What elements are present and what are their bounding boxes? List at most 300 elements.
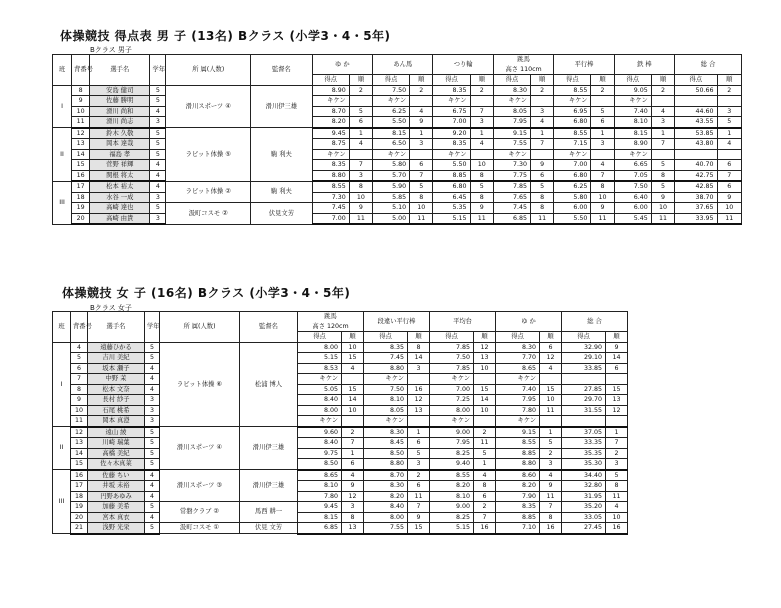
name-cell: 遠藤ひかる	[88, 342, 145, 353]
rank-cell: 14	[342, 395, 364, 406]
rank-cell: 3	[606, 459, 628, 470]
score-cell: 8.05	[493, 106, 530, 117]
rank-cell: 14	[474, 395, 496, 406]
bib-cell: 20	[72, 213, 90, 224]
score-cell: 6.95	[554, 106, 591, 117]
score-cell: 35.20	[562, 502, 606, 513]
score-cell: キケン	[298, 416, 342, 427]
score-cell: 5.80	[554, 192, 591, 203]
rank-cell: 4	[342, 363, 364, 374]
score-cell: 7.95	[430, 438, 474, 449]
bib-cell: 16	[71, 470, 88, 481]
score-cell: 7.50	[430, 353, 474, 364]
subheader-score: 得点	[614, 75, 651, 86]
header-total: 総 合	[562, 312, 628, 332]
girls-title: 体操競技 女 子 (16名) Bクラス (小学3・4・5年)	[62, 286, 351, 300]
rank-cell: 6	[349, 117, 372, 128]
subheader-rank: 順	[342, 332, 364, 343]
coach-cell: 滑川伊三雄	[240, 470, 298, 502]
score-cell	[562, 374, 606, 385]
score-cell: 8.55	[554, 128, 591, 139]
score-cell: キケン	[493, 96, 530, 107]
score-cell: 8.20	[430, 481, 474, 492]
score-cell: 8.40	[298, 438, 342, 449]
bib-cell: 12	[72, 128, 90, 139]
rank-cell: 8	[530, 192, 553, 203]
score-cell: 9.15	[493, 128, 530, 139]
rank-cell: 15	[474, 384, 496, 395]
rank-cell: 3	[540, 459, 562, 470]
score-cell: 8.35	[433, 85, 470, 96]
grade-cell: 4	[145, 491, 160, 502]
score-cell: キケン	[312, 96, 349, 107]
name-cell: 岡本 真澄	[88, 416, 145, 427]
rank-cell: 4	[540, 470, 562, 481]
girls-sublabel: Bクラス 女子	[90, 304, 132, 312]
rank-cell: 10	[591, 192, 614, 203]
rank-cell: 11	[540, 405, 562, 416]
score-cell: キケン	[298, 374, 342, 385]
bib-cell: 6	[71, 363, 88, 374]
table-row	[53, 405, 628, 416]
rank-cell: 8	[474, 481, 496, 492]
rank-cell: 4	[530, 117, 553, 128]
rank-cell: 7	[470, 106, 493, 117]
club-cell: 汲町コスモ ①	[160, 523, 240, 534]
rank-cell: 12	[606, 405, 628, 416]
grade-cell: 5	[145, 342, 160, 353]
score-cell: 35.30	[562, 459, 606, 470]
score-cell: 9.40	[430, 459, 474, 470]
rank-cell: 3	[470, 117, 493, 128]
rank-cell: 10	[474, 363, 496, 374]
bib-cell: 14	[71, 448, 88, 459]
score-cell: 8.85	[433, 170, 470, 181]
table-row	[53, 117, 742, 128]
score-cell: 7.90	[496, 491, 540, 502]
rank-cell: 7	[717, 170, 741, 181]
score-cell: 7.95	[493, 117, 530, 128]
header-coach: 監督名	[251, 55, 312, 86]
rank-cell: 5	[717, 117, 741, 128]
rank-cell: 3	[651, 117, 674, 128]
boys-title: 体操競技 得点表 男 子 (13名) Bクラス (小学3・4・5年)	[60, 29, 391, 43]
score-cell: 37.65	[675, 203, 717, 214]
rank-cell: 8	[470, 170, 493, 181]
score-cell: 35.35	[562, 448, 606, 459]
score-cell: 8.85	[496, 448, 540, 459]
score-cell: 8.55	[554, 85, 591, 96]
rank-cell: 5	[470, 181, 493, 192]
rank-cell: 10	[651, 203, 674, 214]
subheader-score: 得点	[373, 75, 410, 86]
score-cell: 7.85	[430, 363, 474, 374]
score-cell: 33.85	[562, 363, 606, 374]
rank-cell: 7	[540, 502, 562, 513]
score-cell: 27.85	[562, 384, 606, 395]
rank-cell: 11	[540, 491, 562, 502]
rank-cell: 1	[591, 128, 614, 139]
rank-cell	[342, 374, 364, 385]
score-cell: 6.80	[554, 117, 591, 128]
score-cell: 8.30	[496, 342, 540, 353]
coach-cell: 馬西 耕一	[240, 502, 298, 523]
grade-cell: 5	[145, 427, 160, 438]
grade-cell: 3	[150, 117, 166, 128]
score-cell: 8.40	[298, 395, 342, 406]
subheader-score: 得点	[430, 332, 474, 343]
table-row	[53, 374, 628, 385]
subheader-rank: 順	[470, 75, 493, 86]
score-cell: 8.05	[364, 405, 408, 416]
name-cell: 高橋 美紀	[88, 448, 145, 459]
subheader-score: 得点	[298, 332, 342, 343]
rank-cell: 7	[591, 170, 614, 181]
score-cell: 7.10	[496, 523, 540, 534]
grade-cell: 4	[145, 363, 160, 374]
rank-cell: 15	[342, 353, 364, 364]
subheader-score: 得点	[562, 332, 606, 343]
rank-cell	[474, 374, 496, 385]
rank-cell: 2	[342, 427, 364, 438]
rank-cell: 4	[591, 160, 614, 171]
header-hbar: 鉄 棒	[614, 55, 674, 75]
score-cell: 6.65	[614, 160, 651, 171]
subheader-rank: 順	[540, 332, 562, 343]
coach-cell: 滑川伊三雄	[240, 427, 298, 470]
vault-label: 跳馬	[324, 313, 337, 320]
rank-cell: 1	[349, 128, 372, 139]
bib-cell: 13	[72, 139, 90, 150]
table-row	[53, 491, 628, 502]
score-cell: 7.45	[493, 203, 530, 214]
rank-cell: 14	[408, 353, 430, 364]
name-cell: 円野あゆみ	[88, 491, 145, 502]
club-cell: ラビット体操 ⑤	[166, 128, 251, 182]
rank-cell: 1	[474, 459, 496, 470]
score-cell: キケン	[614, 96, 651, 107]
score-cell: 5.05	[298, 384, 342, 395]
vault-height-note: 高さ 120cm	[312, 322, 349, 330]
table-row	[53, 192, 742, 203]
subheader-score: 得点	[675, 75, 717, 86]
rank-cell: 8	[530, 203, 553, 214]
score-cell: 8.00	[298, 405, 342, 416]
score-cell: 8.20	[496, 481, 540, 492]
table-row	[53, 470, 628, 481]
score-cell: 5.80	[373, 160, 410, 171]
rank-cell: 11	[408, 491, 430, 502]
subheader-score: 得点	[433, 75, 470, 86]
rank-cell: 11	[717, 213, 741, 224]
rank-cell: 13	[606, 395, 628, 406]
rank-cell: 1	[540, 427, 562, 438]
rank-cell	[591, 96, 614, 107]
table-row	[53, 481, 628, 492]
bib-cell: 12	[71, 427, 88, 438]
rank-cell: 15	[408, 523, 430, 534]
rank-cell: 10	[410, 203, 433, 214]
score-cell: 8.40	[364, 502, 408, 513]
score-cell: 5.15	[430, 523, 474, 534]
rank-cell: 6	[410, 160, 433, 171]
score-cell	[675, 149, 717, 160]
rank-cell: 10	[342, 342, 364, 353]
boys-score-table	[52, 54, 742, 225]
score-cell: 50.66	[675, 85, 717, 96]
header-bib: 背番号	[72, 55, 90, 86]
rank-cell: 12	[474, 342, 496, 353]
score-cell: 7.50	[373, 85, 410, 96]
name-cell: 松本 裕太	[90, 181, 150, 192]
rank-cell: 5	[474, 448, 496, 459]
score-cell: 8.75	[312, 139, 349, 150]
rank-cell: 12	[540, 353, 562, 364]
score-cell: キケン	[433, 149, 470, 160]
score-cell: 42.75	[675, 170, 717, 181]
rank-cell	[410, 96, 433, 107]
name-cell: 遠山 綾	[88, 427, 145, 438]
header-coach: 監督名	[240, 312, 298, 343]
grade-cell: 4	[145, 384, 160, 395]
bib-cell: 20	[71, 512, 88, 523]
group-cell: III	[53, 470, 71, 534]
rank-cell	[474, 416, 496, 427]
club-cell: 滑川スポーツ ④	[166, 85, 251, 128]
rank-cell: 2	[474, 502, 496, 513]
header-club: 所 属(人数)	[166, 55, 251, 86]
rank-cell: 7	[474, 512, 496, 523]
score-cell: 8.15	[373, 128, 410, 139]
score-cell	[562, 416, 606, 427]
table-row	[53, 448, 628, 459]
rank-cell: 2	[606, 448, 628, 459]
rank-cell: 3	[530, 106, 553, 117]
rank-cell: 3	[717, 106, 741, 117]
score-cell: 37.05	[562, 427, 606, 438]
rank-cell	[408, 416, 430, 427]
score-cell: キケン	[496, 374, 540, 385]
rank-cell: 9	[591, 203, 614, 214]
score-cell: 7.55	[364, 523, 408, 534]
score-cell: 8.80	[496, 459, 540, 470]
bib-cell: 8	[72, 85, 90, 96]
score-cell: 6.25	[373, 106, 410, 117]
score-cell: 33.05	[562, 512, 606, 523]
rank-cell: 11	[591, 213, 614, 224]
rank-cell: 2	[349, 85, 372, 96]
rank-cell: 4	[474, 470, 496, 481]
name-cell: 高崎 達也	[90, 203, 150, 214]
score-cell: 7.25	[430, 395, 474, 406]
score-cell: 6.85	[298, 523, 342, 534]
score-cell: 5.50	[554, 213, 591, 224]
table-row	[53, 384, 628, 395]
name-cell: 加藤 美希	[88, 502, 145, 513]
rank-cell: 2	[410, 85, 433, 96]
header-grade: 学年	[145, 312, 160, 343]
rank-cell: 4	[342, 470, 364, 481]
rank-cell: 16	[606, 523, 628, 534]
rank-cell: 8	[408, 342, 430, 353]
score-cell: 5.35	[433, 203, 470, 214]
bib-cell: 11	[72, 117, 90, 128]
header-group: 班	[53, 55, 72, 86]
bib-cell: 7	[71, 374, 88, 385]
rank-cell: 6	[540, 342, 562, 353]
rank-cell: 1	[651, 128, 674, 139]
name-cell: 長村 紗子	[88, 395, 145, 406]
rank-cell: 2	[591, 85, 614, 96]
grade-cell: 5	[145, 448, 160, 459]
score-cell: 5.70	[373, 170, 410, 181]
score-cell: 7.30	[312, 192, 349, 203]
score-cell: 27.45	[562, 523, 606, 534]
rank-cell: 16	[474, 523, 496, 534]
score-cell: 7.15	[554, 139, 591, 150]
grade-cell: 4	[145, 470, 160, 481]
rank-cell: 9	[606, 342, 628, 353]
score-cell: 6.00	[554, 203, 591, 214]
score-cell: 8.90	[614, 139, 651, 150]
subheader-score: 得点	[493, 75, 530, 86]
header-total: 総 合	[675, 55, 742, 75]
table-row	[53, 395, 628, 406]
rank-cell: 6	[474, 491, 496, 502]
name-cell: 安島 健司	[90, 85, 150, 96]
score-cell: 8.00	[430, 405, 474, 416]
rank-cell: 5	[349, 106, 372, 117]
score-cell: 8.10	[430, 491, 474, 502]
rank-cell: 9	[342, 481, 364, 492]
bib-cell: 9	[72, 96, 90, 107]
grade-cell: 4	[150, 181, 166, 192]
rank-cell: 4	[606, 502, 628, 513]
group-cell: I	[53, 342, 71, 427]
coach-cell: 伏見 文芳	[240, 523, 298, 534]
coach-cell: 滑川伊三雄	[251, 85, 312, 128]
score-cell: 5.10	[373, 203, 410, 214]
rank-cell: 11	[606, 491, 628, 502]
rank-cell: 2	[717, 85, 741, 96]
score-cell: 31.55	[562, 405, 606, 416]
coach-cell: 松浦 博人	[240, 342, 298, 427]
subheader-rank: 順	[651, 75, 674, 86]
name-cell: 宮本 真衣	[88, 512, 145, 523]
bib-cell: 15	[72, 160, 90, 171]
rank-cell: 16	[408, 384, 430, 395]
rank-cell: 9	[349, 203, 372, 214]
name-cell: 松本 文奈	[88, 384, 145, 395]
club-cell: 汲町コスモ ②	[166, 203, 251, 225]
rank-cell: 3	[591, 139, 614, 150]
score-cell: 8.10	[298, 481, 342, 492]
score-cell: 8.85	[496, 512, 540, 523]
subheader-rank: 順	[410, 75, 433, 86]
rank-cell: 10	[474, 405, 496, 416]
grade-cell: 3	[150, 213, 166, 224]
score-cell: キケン	[554, 96, 591, 107]
rank-cell: 4	[540, 363, 562, 374]
score-cell: 6.50	[373, 139, 410, 150]
table-row	[53, 160, 742, 171]
rank-cell: 15	[342, 384, 364, 395]
name-cell: 鈴木 久敬	[90, 128, 150, 139]
header-beam: 平均台	[430, 312, 496, 332]
rank-cell	[591, 149, 614, 160]
name-cell: 坂本 瀬子	[88, 363, 145, 374]
bib-cell: 17	[71, 481, 88, 492]
score-cell: 8.80	[312, 170, 349, 181]
score-cell: 7.45	[364, 353, 408, 364]
score-cell: 7.85	[493, 181, 530, 192]
bib-cell: 14	[72, 149, 90, 160]
header-name: 選手名	[88, 312, 145, 343]
rank-cell: 5	[408, 448, 430, 459]
bib-cell: 13	[71, 438, 88, 449]
rank-cell	[651, 96, 674, 107]
score-cell: 8.25	[430, 448, 474, 459]
rank-cell: 11	[470, 213, 493, 224]
rank-cell: 6	[408, 438, 430, 449]
grade-cell: 3	[145, 395, 160, 406]
subheader-rank: 順	[591, 75, 614, 86]
rank-cell: 11	[410, 213, 433, 224]
score-cell: 7.85	[430, 342, 474, 353]
score-cell: 5.45	[614, 213, 651, 224]
score-cell: 8.50	[298, 459, 342, 470]
rank-cell: 2	[470, 85, 493, 96]
score-cell: キケン	[364, 416, 408, 427]
rank-cell: 4	[651, 106, 674, 117]
table-row	[53, 512, 628, 523]
grade-cell: 5	[145, 459, 160, 470]
grade-cell: 4	[145, 481, 160, 492]
score-cell: キケン	[554, 149, 591, 160]
name-cell: 菅野 祥輝	[90, 160, 150, 171]
header-grade: 学年	[150, 55, 166, 86]
rank-cell: 2	[651, 85, 674, 96]
rank-cell	[342, 416, 364, 427]
score-cell: 43.55	[675, 117, 717, 128]
rank-cell: 9	[470, 203, 493, 214]
rank-cell: 5	[410, 181, 433, 192]
grade-cell: 4	[150, 170, 166, 181]
rank-cell: 8	[651, 170, 674, 181]
grade-cell: 5	[150, 85, 166, 96]
bib-cell: 18	[72, 192, 90, 203]
rank-cell: 2	[530, 85, 553, 96]
club-cell: ラビット体操 ②	[166, 181, 251, 203]
table-row	[53, 342, 628, 353]
rank-cell: 16	[540, 523, 562, 534]
rank-cell: 3	[408, 363, 430, 374]
rank-cell	[530, 149, 553, 160]
score-cell: 7.65	[493, 192, 530, 203]
name-cell: 石尾 桃希	[88, 405, 145, 416]
bib-cell: 15	[71, 459, 88, 470]
score-cell: 9.00	[430, 427, 474, 438]
subheader-score: 得点	[496, 332, 540, 343]
header-ubars: 段違い平行棒	[364, 312, 430, 332]
rank-cell	[717, 96, 741, 107]
rank-cell: 7	[606, 438, 628, 449]
rank-cell: 1	[410, 128, 433, 139]
rank-cell: 4	[470, 139, 493, 150]
name-cell: 福島 孝	[90, 149, 150, 160]
score-cell: キケン	[364, 374, 408, 385]
score-cell: 8.15	[614, 128, 651, 139]
